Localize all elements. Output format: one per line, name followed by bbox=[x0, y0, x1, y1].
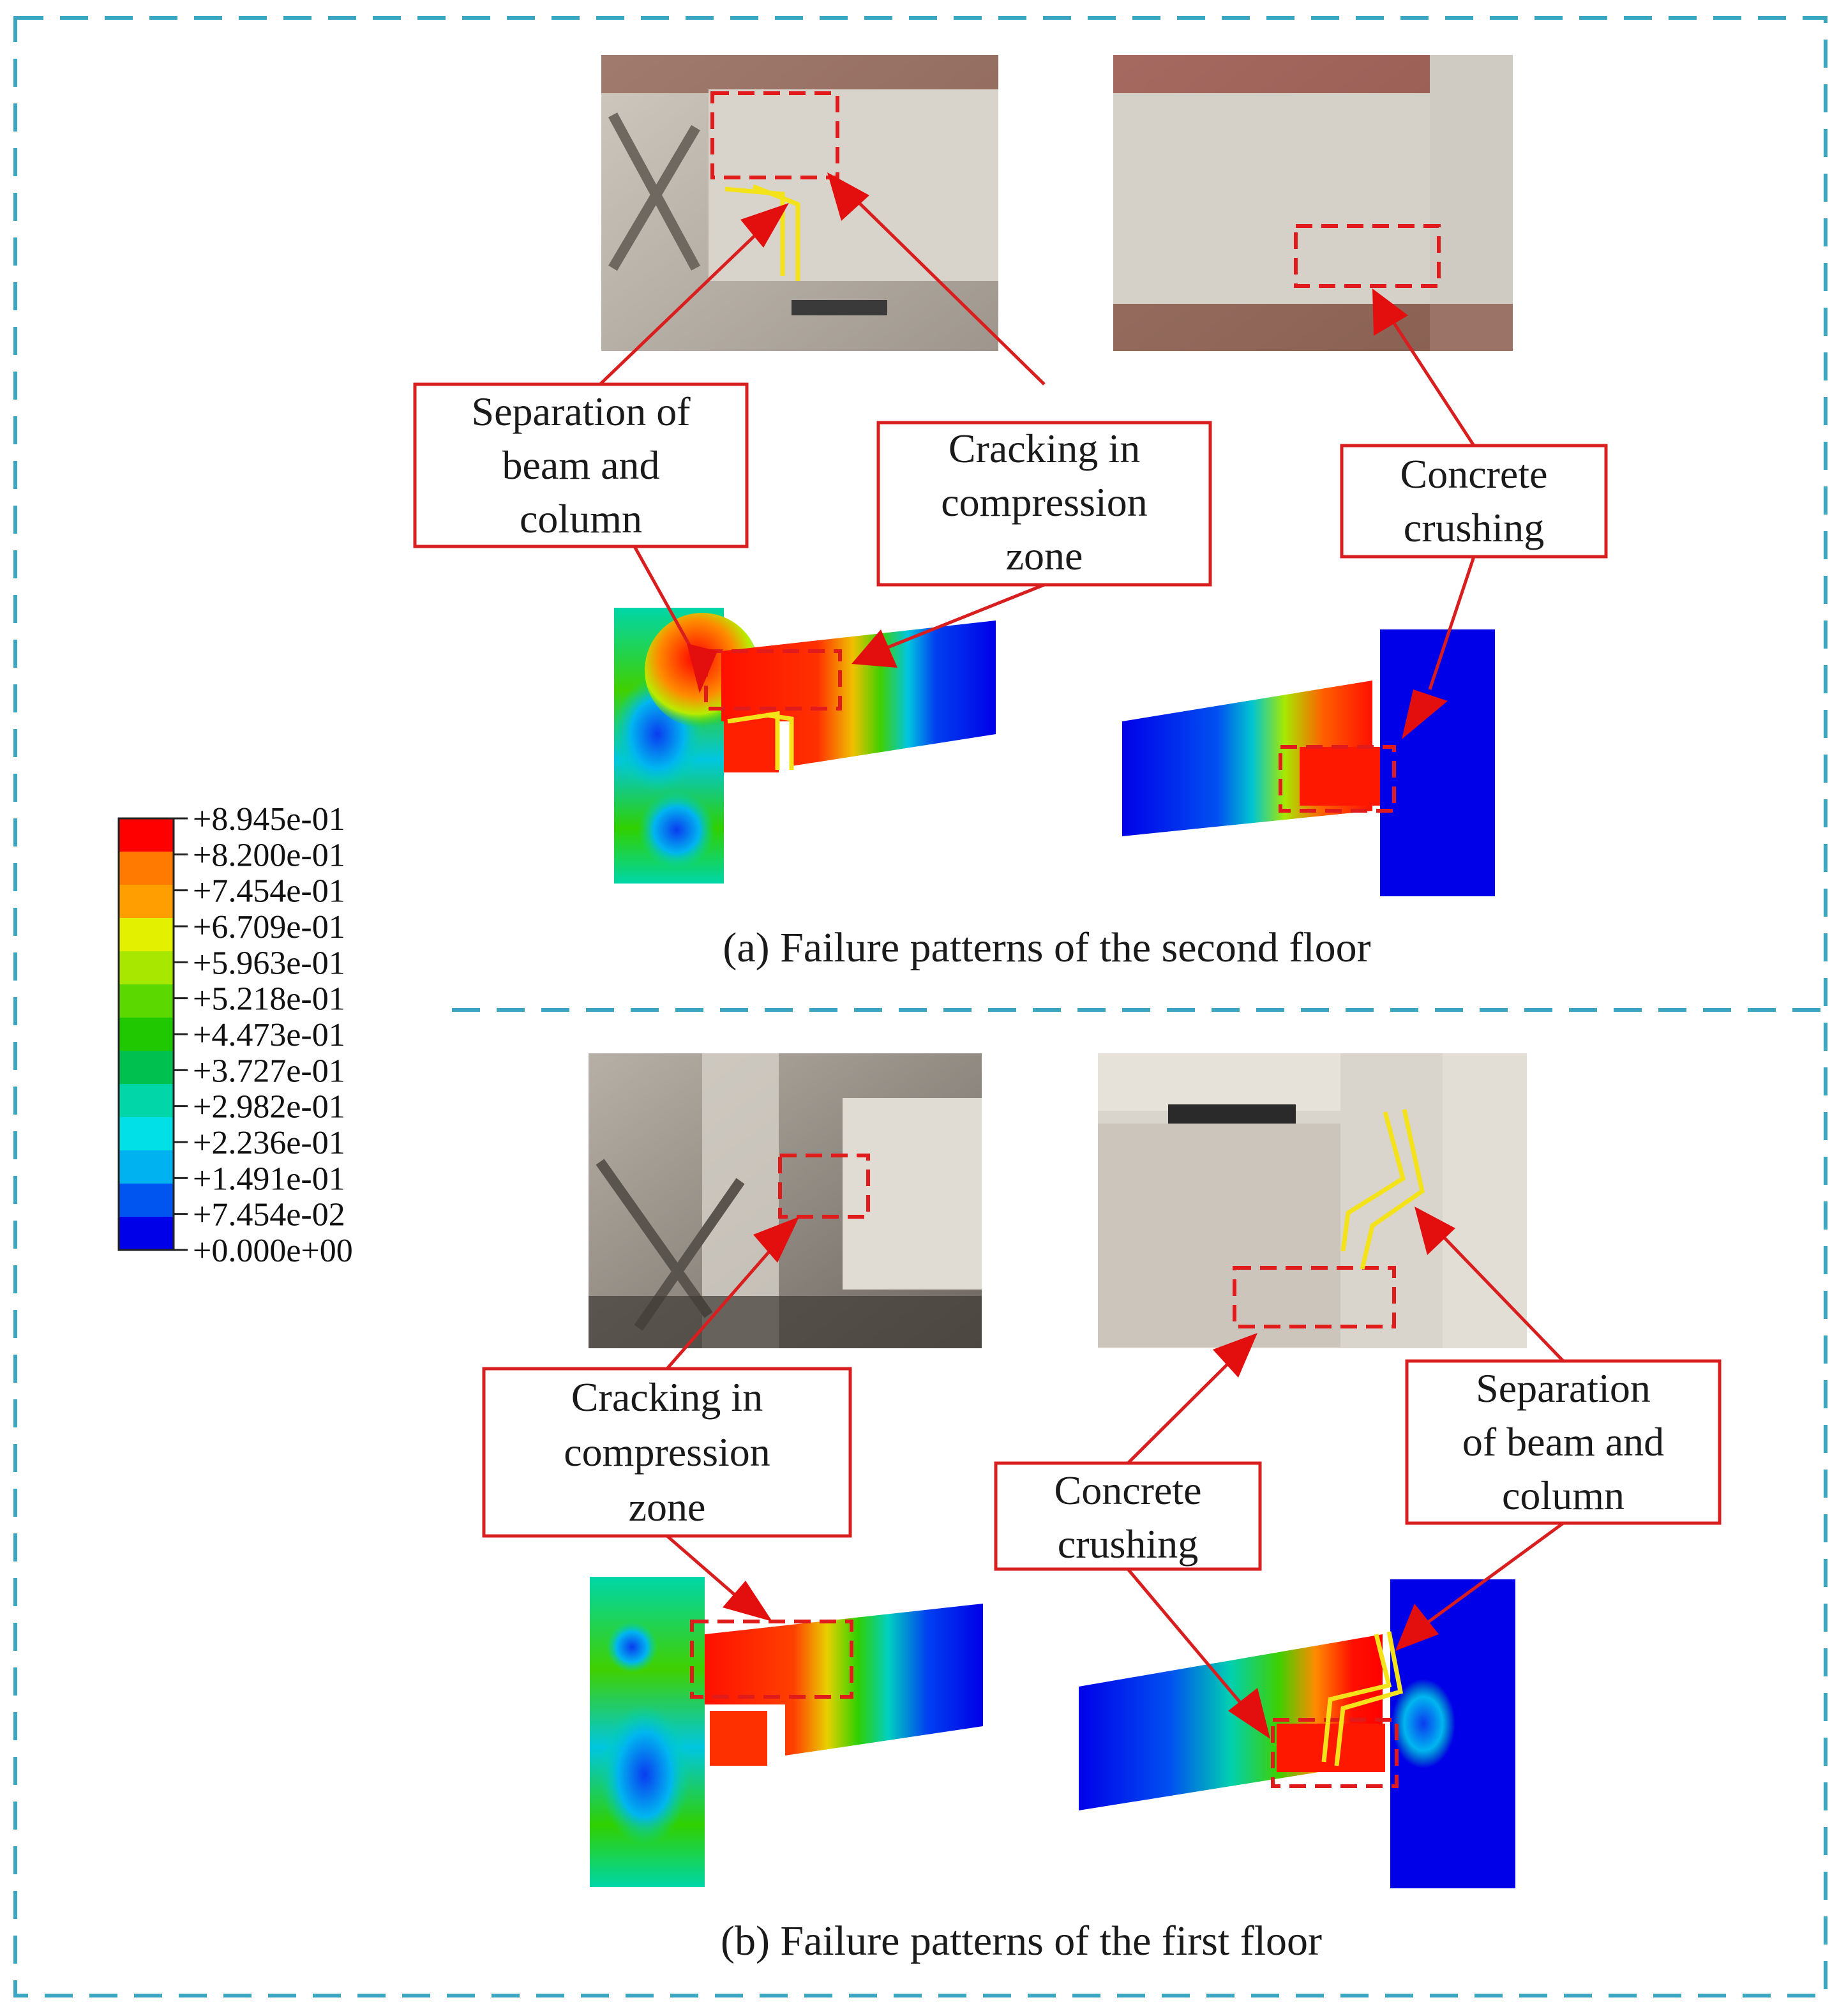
label-a-separation-line3: column bbox=[520, 496, 642, 541]
panel-b bbox=[484, 1053, 1720, 1964]
legend-swatch bbox=[119, 885, 174, 919]
legend-swatch bbox=[119, 1217, 174, 1251]
legend bbox=[119, 801, 353, 1269]
legend-tick-label: +6.709e-01 bbox=[193, 909, 345, 945]
label-b-crushing-line1: Concrete bbox=[1054, 1468, 1202, 1513]
label-a-crushing bbox=[1342, 446, 1606, 557]
legend-swatch bbox=[119, 852, 174, 885]
label-b-cracking bbox=[484, 1369, 850, 1536]
legend-swatch bbox=[119, 1117, 174, 1151]
label-b-separation-line1: Separation bbox=[1476, 1365, 1651, 1411]
label-a-cracking bbox=[878, 423, 1210, 585]
legend-tick-label: +1.491e-01 bbox=[193, 1161, 345, 1198]
legend-swatch bbox=[119, 984, 174, 1018]
legend-swatch bbox=[119, 1184, 174, 1217]
label-a-separation-line1: Separation of bbox=[471, 389, 691, 434]
legend-swatch bbox=[119, 918, 174, 952]
label-a-separation bbox=[415, 384, 747, 546]
label-b-cracking-line3: zone bbox=[628, 1484, 706, 1530]
legend-tick-label: +8.200e-01 bbox=[193, 837, 345, 874]
legend-swatch bbox=[119, 1150, 174, 1184]
legend-swatch bbox=[119, 818, 174, 852]
label-a-separation-line2: beam and bbox=[502, 442, 660, 488]
label-b-crushing-line2: crushing bbox=[1057, 1521, 1199, 1567]
legend-tick-label: +7.454e-01 bbox=[193, 873, 345, 910]
label-a-crushing-line1: Concrete bbox=[1400, 451, 1548, 497]
legend-swatch bbox=[119, 951, 174, 985]
legend-tick-label: +0.000e+00 bbox=[193, 1233, 353, 1269]
legend-tick-label: +4.473e-01 bbox=[193, 1017, 345, 1053]
legend-tick-label: +3.727e-01 bbox=[193, 1053, 345, 1090]
fem-a-left bbox=[613, 608, 996, 884]
legend-swatch bbox=[119, 1084, 174, 1118]
caption-b: (b) Failure patterns of the first floor bbox=[720, 1918, 1323, 1964]
fem-b-left bbox=[590, 1577, 983, 1887]
legend-tick-label: +5.963e-01 bbox=[193, 945, 345, 982]
label-b-separation-line2: of beam and bbox=[1462, 1419, 1665, 1464]
photo-b-right bbox=[1098, 1053, 1527, 1348]
legend-tick-label: +2.982e-01 bbox=[193, 1088, 345, 1125]
label-a-crushing-line2: crushing bbox=[1403, 505, 1545, 550]
fem-a-right bbox=[1122, 629, 1495, 896]
label-a-cracking-line1: Cracking in bbox=[948, 426, 1141, 471]
label-b-cracking-line1: Cracking in bbox=[571, 1374, 763, 1420]
photo-b-left bbox=[589, 1053, 982, 1348]
panel-a bbox=[415, 55, 1606, 971]
legend-tick-label: +5.218e-01 bbox=[193, 981, 345, 1018]
photo-a-left bbox=[601, 55, 998, 351]
legend-tick-label: +8.945e-01 bbox=[193, 801, 345, 838]
label-a-cracking-line3: zone bbox=[1005, 533, 1083, 578]
legend-tick-label: +7.454e-02 bbox=[193, 1196, 345, 1233]
label-b-crushing bbox=[996, 1463, 1260, 1569]
fem-b-right bbox=[1079, 1579, 1515, 1888]
legend-swatch bbox=[119, 1051, 174, 1085]
legend-tick-label: +2.236e-01 bbox=[193, 1125, 345, 1161]
label-a-cracking-line2: compression bbox=[941, 479, 1148, 525]
label-b-separation-line3: column bbox=[1502, 1473, 1625, 1518]
legend-swatch bbox=[119, 1018, 174, 1051]
label-b-cracking-line2: compression bbox=[564, 1429, 770, 1475]
caption-a: (a) Failure patterns of the second floor bbox=[723, 924, 1371, 971]
label-b-separation bbox=[1407, 1361, 1720, 1523]
photo-a-right bbox=[1113, 55, 1513, 351]
